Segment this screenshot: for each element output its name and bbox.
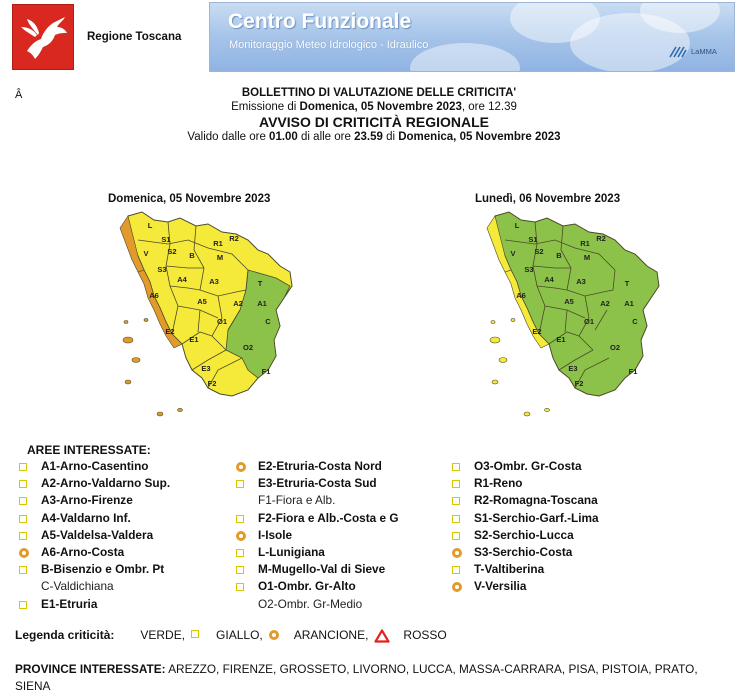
header-banner [209, 2, 735, 72]
zone-label: F1 [628, 367, 638, 376]
legend-giallo-text: GIALLO, [216, 628, 263, 642]
alert-map-day1 [108, 210, 308, 425]
yellow-square-icon [452, 515, 460, 523]
island-shape [123, 337, 133, 343]
zone-label: C [632, 317, 638, 326]
area-label: F1-Fiora e Alb. [258, 493, 336, 508]
zone-label: O1 [216, 317, 228, 326]
zone-label: L [514, 221, 520, 230]
zone-label: R2 [229, 234, 239, 243]
legend-label: Legenda criticità: [15, 628, 115, 642]
bulletin-title: BOLLETTINO DI VALUTAZIONE DELLE CRITICITA' [241, 87, 517, 99]
issue-date: Domenica, 05 Novembre 2023 [299, 101, 462, 113]
zone-label: R1 [580, 239, 590, 248]
yellow-square-icon [452, 566, 460, 574]
area-item [236, 596, 399, 613]
stray-character: Â [15, 89, 23, 101]
zone-label: V [143, 249, 149, 258]
pegasus-logo-icon [12, 4, 74, 70]
area-item [452, 544, 599, 561]
legend-arancione [294, 628, 397, 642]
yellow-square-icon [19, 515, 27, 523]
orange-circle-icon [19, 548, 29, 558]
area-label: A3-Arno-Firenze [41, 493, 133, 508]
map-title-day1: Domenica, 05 Novembre 2023 [108, 193, 271, 205]
lamma-label: LaMMA [691, 46, 717, 56]
zone-label: E2 [165, 327, 175, 336]
legend-verde [140, 628, 209, 642]
issue-prefix: Emissione di [231, 101, 300, 113]
orange-circle-icon [452, 582, 462, 592]
area-label: A2-Arno-Valdarno Sup. [41, 476, 171, 491]
valid-date: Domenica, 05 Novembre 2023 [398, 131, 561, 143]
areas-heading: AREE INTERESSATE: [27, 443, 151, 457]
zone-label: S1 [161, 235, 171, 244]
zone-label: S2 [534, 247, 544, 256]
zone-label: B [556, 251, 562, 260]
island-shape [524, 412, 530, 416]
area-item [19, 475, 170, 492]
island-shape [545, 408, 550, 411]
zone-label: V [510, 249, 516, 258]
zone-label: A2 [600, 299, 610, 308]
zone-label: T [257, 279, 263, 288]
area-label: R2-Romagna-Toscana [474, 493, 598, 508]
island-shape [132, 358, 140, 363]
zone-label: S3 [157, 265, 167, 274]
yellow-square-icon [19, 480, 27, 488]
area-label: O3-Ombr. Gr-Costa [474, 459, 582, 473]
area-label: L-Lunigiana [258, 544, 325, 559]
areas-column-2 [236, 458, 399, 613]
zone-label: A5 [197, 297, 207, 306]
area-label: V-Versilia [474, 579, 527, 594]
legend-arancione-text: ARANCIONE, [293, 628, 369, 642]
yellow-square-icon [452, 463, 460, 471]
zone-label: O2 [609, 343, 621, 352]
validity-line [0, 131, 748, 143]
area-item [452, 492, 599, 509]
area-label: M-Mugello-Val di Sieve [258, 562, 386, 577]
yellow-square-icon [191, 629, 203, 641]
yellow-square-icon [19, 532, 27, 540]
zone-label: E1 [556, 335, 566, 344]
legend-rosso [403, 628, 446, 642]
zone-label: A2 [233, 299, 243, 308]
area-label: S3-Serchio-Costa [474, 544, 573, 559]
zone-label: O1 [583, 317, 595, 326]
area-item [452, 578, 599, 595]
area-item [236, 578, 399, 595]
area-item [19, 510, 170, 527]
alert-map-day2 [475, 210, 675, 425]
zone-label: A4 [544, 275, 554, 284]
area-label: E3-Etruria-Costa Sud [258, 476, 377, 491]
area-label: R1-Reno [474, 476, 523, 491]
zone-label: E3 [201, 364, 211, 373]
area-item [19, 527, 170, 544]
area-item [19, 492, 170, 509]
yellow-square-icon [19, 463, 27, 471]
island-shape [511, 319, 515, 322]
yellow-square-icon [236, 583, 244, 591]
zone-label: A6 [516, 291, 526, 300]
area-label: F2-Fiora e Alb.-Costa e G [258, 510, 399, 525]
zone-label: S1 [528, 235, 538, 244]
yellow-square-icon [19, 566, 27, 574]
orange-circle-icon [236, 531, 246, 541]
valid-mid: di alle ore [297, 131, 355, 143]
yellow-square-icon [236, 480, 244, 488]
issue-time: , ore 12.39 [461, 101, 517, 113]
zone-label: E1 [189, 335, 199, 344]
legend-rosso-text: ROSSO [403, 628, 447, 642]
provinces-line [15, 661, 735, 695]
zone-label: E2 [532, 327, 542, 336]
zone-label: R1 [213, 239, 223, 248]
area-item [19, 544, 170, 561]
zone-label: A1 [257, 299, 267, 308]
areas-column-3 [452, 458, 599, 596]
orange-circle-icon [236, 462, 246, 472]
legend-giallo [216, 628, 287, 642]
island-shape [144, 319, 148, 322]
zone-label: F1 [261, 367, 271, 376]
zone-label: T [624, 279, 630, 288]
red-triangle-icon [374, 629, 390, 641]
zone-label: L [147, 221, 153, 230]
area-label: O2-Ombr. Gr-Medio [258, 596, 363, 611]
zone-label: A4 [177, 275, 187, 284]
area-label: A6-Arno-Costa [41, 544, 125, 559]
yellow-square-icon [236, 566, 244, 574]
map-title-day2: Lunedì, 06 Novembre 2023 [475, 193, 621, 205]
issue-line [0, 101, 748, 113]
island-shape [157, 412, 163, 416]
island-shape [492, 380, 498, 384]
zone-label: A6 [149, 291, 159, 300]
yellow-square-icon [236, 549, 244, 557]
area-label: S2-Serchio-Lucca [474, 527, 574, 542]
provinces-list: AREZZO, FIRENZE, GROSSETO, LIVORNO, LUCCA, MASSA-CARRARA, PISA, PISTOIA, PRATO, SIENA [15, 662, 698, 693]
zone-label: C [265, 317, 271, 326]
yellow-square-icon [19, 497, 27, 505]
legend-verde-text: VERDE, [140, 628, 186, 642]
lamma-logo [668, 37, 726, 65]
zone-label: M [216, 253, 224, 262]
yellow-square-icon [236, 515, 244, 523]
area-item [452, 510, 599, 527]
yellow-square-icon [452, 497, 460, 505]
island-shape [124, 321, 128, 324]
criticality-legend [15, 628, 454, 642]
area-label: E1-Etruria [41, 596, 98, 611]
orange-circle-icon [452, 548, 462, 558]
banner-title: Centro Funzionale [228, 10, 412, 33]
valid-to: 23.59 [354, 131, 383, 143]
area-label: E2-Etruria-Costa Nord [258, 459, 382, 473]
zone-label: M [583, 253, 591, 262]
zone-label: E3 [568, 364, 578, 373]
island-shape [499, 358, 507, 363]
zone-label: A3 [209, 277, 219, 286]
area-label: I-Isole [258, 527, 293, 542]
area-item [19, 458, 170, 475]
area-item [236, 475, 399, 492]
yellow-square-icon [452, 532, 460, 540]
area-item [19, 578, 170, 595]
area-label: S1-Serchio-Garf.-Lima [474, 510, 599, 525]
area-item [236, 510, 399, 527]
bulletin-header [0, 87, 748, 143]
area-item [236, 561, 399, 578]
area-item [452, 458, 599, 475]
zone-label: A1 [624, 299, 634, 308]
zone-label: B [189, 251, 195, 260]
zone-label: F2 [574, 379, 584, 388]
zone-label: R2 [596, 234, 606, 243]
areas-column-1 [19, 458, 170, 613]
area-item [19, 596, 170, 613]
lamma-icon [668, 41, 688, 61]
area-label: O1-Ombr. Gr-Alto [258, 579, 356, 594]
area-label: A1-Arno-Casentino [41, 459, 149, 473]
yellow-square-icon [452, 480, 460, 488]
island-shape [490, 337, 500, 343]
zone-label: S2 [167, 247, 177, 256]
island-shape [178, 408, 183, 411]
zone-label: F2 [207, 379, 217, 388]
yellow-square-icon [19, 601, 27, 609]
zone-label: A5 [564, 297, 574, 306]
area-item [19, 561, 170, 578]
area-label: T-Valtiberina [474, 562, 545, 577]
notice-title: AVVISO DI CRITICITÀ REGIONALE [259, 114, 489, 130]
island-shape [491, 321, 495, 324]
area-label: A5-Valdelsa-Valdera [41, 527, 154, 542]
provinces-label: PROVINCE INTERESSATE: [15, 662, 166, 676]
area-label: A4-Valdarno Inf. [41, 510, 131, 525]
banner-subtitle: Monitoraggio Meteo Idrologico - Idraulico [229, 39, 429, 51]
island-shape [125, 380, 131, 384]
area-label: B-Bisenzio e Ombr. Pt [41, 562, 165, 577]
valid-prefix: Valido dalle ore [187, 131, 270, 143]
region-logo-block [12, 2, 202, 72]
area-item [452, 475, 599, 492]
area-item [452, 561, 599, 578]
zone-label: O2 [242, 343, 254, 352]
valid-from: 01.00 [269, 131, 298, 143]
region-name: Regione Toscana [87, 31, 182, 43]
valid-of: di [382, 131, 399, 143]
area-item [236, 544, 399, 561]
zone-label: S3 [524, 265, 534, 274]
zone-label: A3 [576, 277, 586, 286]
area-item [236, 458, 399, 475]
area-item [236, 492, 399, 509]
orange-circle-icon [269, 629, 281, 641]
area-item [452, 527, 599, 544]
area-item [236, 527, 399, 544]
area-label: C-Valdichiana [41, 579, 114, 594]
